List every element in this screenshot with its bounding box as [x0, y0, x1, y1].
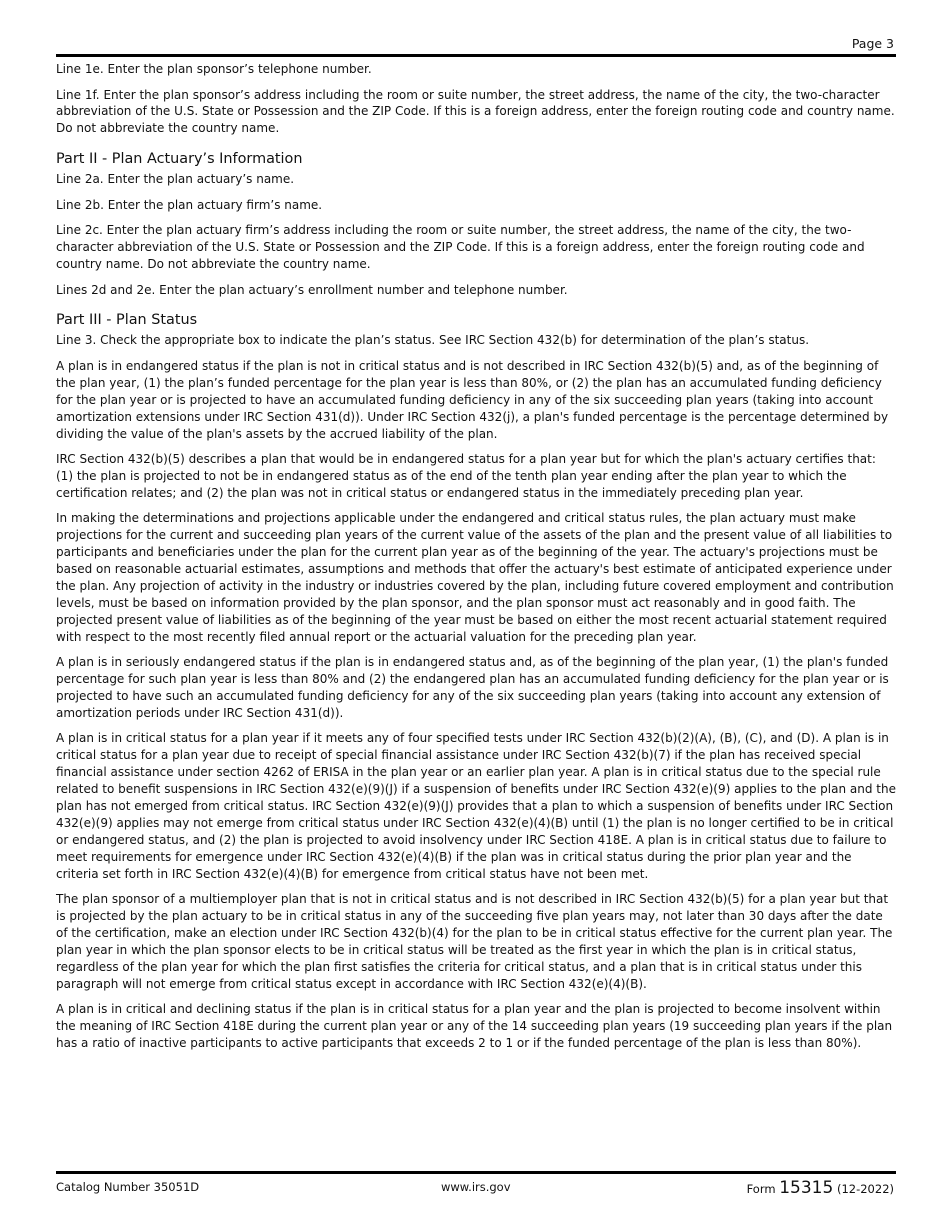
header-rule: [56, 54, 896, 57]
catalog-number: Catalog Number 35051D: [56, 1180, 200, 1194]
paragraph-endangered-status: A plan is in endangered status if the plan is not in critical status and is not described in IRC Section 432(b)(5) and, as of the beginning of the plan year, (1) the plan’s funded percentage for the plan year is less than 80%, or (2) the plan has an accumulated funding deficiency for the plan year or is projected to have an accumulated funding deficiency in any of the six succeeding plan years (taking into account amortization extensions under IRC Section 431(d)). Under IRC Section 432(j), a plan's funded percentage is the percentage determined by dividing the value of the plan's assets by the accrued liability of the plan.: [56, 358, 889, 441]
paragraph-seriously-endangered: A plan is in seriously endangered status if the plan is in endangered status and, as of the beginning of the plan year, (1) the plan's funded percentage for such plan year is less than 80% and (2) the endangered plan has an accumulated funding deficiency for the plan year or is projected to have such an accumulated funding deficiency for any of the six succeeding plan years (taking into account any extension of amortization periods under IRC Section 431(d)).: [56, 655, 889, 720]
footer-rule: [56, 1171, 896, 1174]
paragraph-section-432b5: IRC Section 432(b)(5) describes a plan that would be in endangered status for a plan year but for which the plan's actuary certifies that: (1) the plan is projected to not be in endangered status as of the end of the tenth plan year ending after the plan year to which the certification relates; and (2) the plan was not in critical status or endangered status in the immediately preceding plan year.: [56, 452, 876, 500]
paragraph-line-3: Line 3. Check the appropriate box to indicate the plan’s status. See IRC Section 432(b) for determination of the plan’s status.: [56, 333, 810, 348]
form-prefix: Form: [746, 1182, 776, 1196]
form-number: 15315: [779, 1178, 834, 1198]
paragraph-critical-declining: A plan is in critical and declining status if the plan is in critical status for a plan year and the plan is projected to become insolvent within the meaning of IRC Section 418E during the current plan year or any of the 14 succeeding plan years (19 succeeding plan years if the plan has a ratio of inactive participants to active participants that exceeds 2 to 1 or if the funded percentage of the plan is less than 80%).: [56, 1002, 893, 1051]
paragraph-line-2b: Line 2b. Enter the plan actuary firm’s name.: [56, 197, 323, 212]
section-part-i-continued: [56, 61, 896, 137]
paragraph-line-1e: Line 1e. Enter the plan sponsor’s telephone number.: [56, 62, 372, 76]
paragraph-line-1f: Line 1f. Enter the plan sponsor’s address including the room or suite number, the street address, the name of the city, the two-character abbreviation of the U.S. State or Possession and the ZIP Code. If this is a foreign address, enter the foreign routing code and country name. Do not abbreviate the country name.: [56, 87, 895, 136]
paragraph-line-2a: Line 2a. Enter the plan actuary’s name.: [56, 172, 295, 187]
form-identifier: [747, 1178, 894, 1198]
heading-part-iii: Part III - Plan Status: [56, 312, 198, 329]
footer: [56, 1178, 896, 1198]
paragraph-critical-status: A plan is in critical status for a plan year if it meets any of four specified tests under IRC Section 432(b)(2)(A), (B), (C), and (D). A plan is in critical status for a plan year due to receipt of special financial assistance under IRC Section 432(b)(7) if the plan has received special financial assistance under section 4262 of ERISA in the plan year or an earlier plan year. A plan is in critical status due to the special rule related to benefit suspensions in IRC Section 432(e)(9)(J) if a suspension of benefits under IRC Section 432(e)(9) applies to the plan and the plan has not emerged from critical status. IRC Section 432(e)(9)(J) provides that a plan to which a suspension of benefits under IRC Section 432(e)(9) applies may not emerge from critical status under IRC Section 432(e)(4)(B) until (1) the plan is no longer certified to be in critical or endangered status, and (2) the plan is projected to avoid insolvency under IRC Section 418E. A plan is in critical status due to failure to meet requirements for emergence under IRC Section 432(e)(4)(B) if the plan was in critical status during the prior plan year and the criteria set forth in IRC Section 432(e)(4)(B) for emergence from critical status have not been met.: [56, 731, 896, 881]
section-part-ii: [56, 150, 896, 298]
heading-part-ii: Part II - Plan Actuary’s Information: [56, 151, 303, 168]
website-link[interactable]: www.irs.gov: [441, 1180, 511, 1194]
paragraph-line-2c: Line 2c. Enter the plan actuary firm’s address including the room or suite number, the street address, the name of the city, the two-character abbreviation of the U.S. State or Possession and the ZIP Code. If this is a foreign address, enter the foreign routing code and country name. Do not abbreviate the country name.: [56, 223, 865, 272]
section-part-iii: [56, 311, 896, 1052]
document-body: [56, 61, 896, 1061]
form-revision: (12-2022): [836, 1182, 894, 1196]
paragraph-lines-2d-2e: Lines 2d and 2e. Enter the plan actuary’s enrollment number and telephone number.: [56, 282, 568, 297]
paragraph-critical-election: The plan sponsor of a multiemployer plan that is not in critical status and is not described in IRC Section 432(b)(5) for a plan year but that is projected by the plan actuary to be in critical status in any of the succeeding five plan years may, not later than 30 days after the date of the certification, make an election under IRC Section 432(b)(4) for the plan to be in critical status effective for the current plan year. The plan year in which the plan sponsor elects to be in critical status will be treated as the first year in which the plan is in critical status, regardless of the plan year for which the plan first satisfies the criteria for critical status, and a plan that is in critical status under this paragraph will not emerge from critical status except in accordance with IRC Section 432(e)(4)(B).: [56, 892, 893, 991]
paragraph-projections: In making the determinations and projections applicable under the endangered and critical status rules, the plan actuary must make projections for the current and succeeding plan years of the current value of the assets of the plan and the present value of all liabilities to participants and beneficiaries under the plan for the current plan year as of the beginning of the year. The actuary's projections must be based on reasonable actuarial estimates, assumptions and methods that offer the actuary's best estimate of anticipated experience under the plan. Any projection of activity in the industry or industries covered by the plan, including future covered employment and contribution levels, must be based on information provided by the plan sponsor, and the plan sponsor must act reasonably and in good faith. The projected present value of liabilities as of the beginning of the year must be based on either the most recent actuarial statement required with respect to the most recently filed annual report or the actuarial valuation for the preceding plan year.: [56, 511, 894, 644]
page-number: Page 3: [851, 36, 894, 51]
